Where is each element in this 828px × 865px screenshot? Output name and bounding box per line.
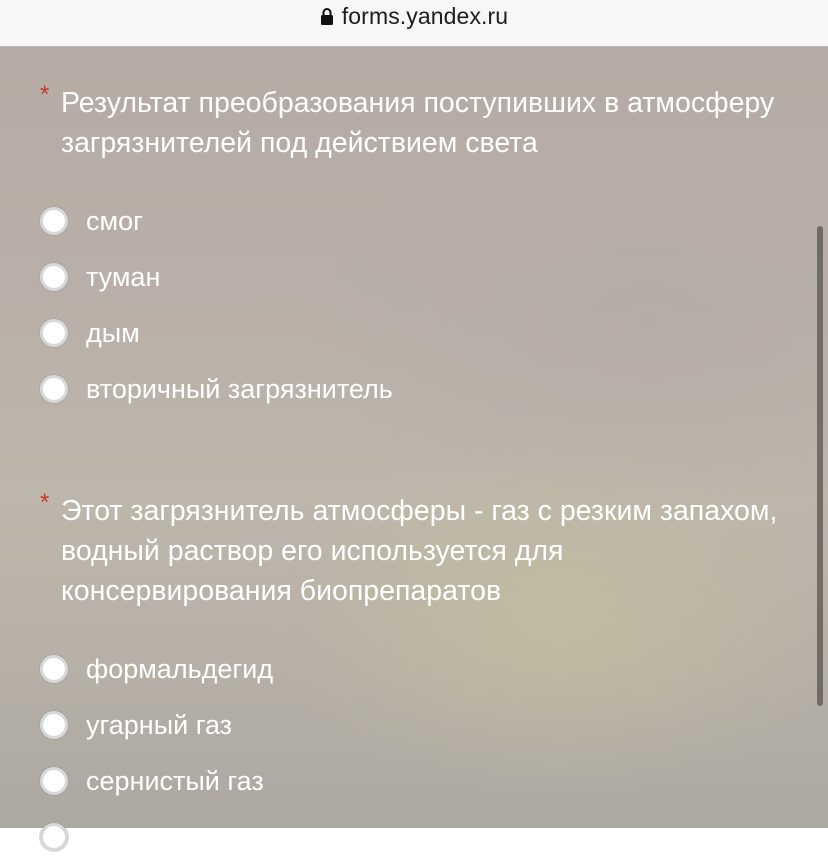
question-header bbox=[40, 83, 800, 163]
option-label[interactable]: угарный газ bbox=[86, 710, 233, 740]
option-label[interactable]: смог bbox=[86, 206, 143, 236]
question-title: Результат преобразования поступивших в атмосферу загрязнителей под действием света bbox=[61, 87, 775, 159]
radio-button[interactable] bbox=[40, 319, 68, 347]
required-mark: * bbox=[40, 489, 50, 516]
radio-button[interactable] bbox=[40, 823, 68, 851]
question-1 bbox=[40, 83, 800, 417]
option-label[interactable]: туман bbox=[86, 262, 161, 292]
radio-button[interactable] bbox=[40, 207, 68, 235]
option-list bbox=[40, 641, 800, 865]
lock-icon bbox=[320, 7, 334, 25]
option-hydrogen-sulfide[interactable] bbox=[40, 809, 800, 865]
option-smog[interactable] bbox=[40, 193, 800, 249]
question-2 bbox=[40, 491, 800, 865]
radio-button[interactable] bbox=[40, 263, 68, 291]
radio-button[interactable] bbox=[40, 655, 68, 683]
option-smoke[interactable] bbox=[40, 305, 800, 361]
option-list bbox=[40, 193, 800, 417]
radio-button[interactable] bbox=[40, 375, 68, 403]
option-fog[interactable] bbox=[40, 249, 800, 305]
option-label[interactable]: дым bbox=[86, 318, 140, 348]
url-text: forms.yandex.ru bbox=[341, 2, 509, 29]
option-label[interactable]: формальдегид bbox=[86, 654, 274, 684]
address-bar-content bbox=[320, 3, 508, 30]
scrollbar[interactable] bbox=[817, 226, 823, 706]
option-formaldehyde[interactable] bbox=[40, 641, 800, 697]
option-label[interactable]: сернистый газ bbox=[86, 766, 264, 796]
required-mark: * bbox=[40, 81, 50, 108]
address-bar[interactable] bbox=[0, 0, 828, 47]
option-secondary-pollutant[interactable] bbox=[40, 361, 800, 417]
option-label[interactable]: вторичный загрязнитель bbox=[86, 374, 393, 404]
question-header bbox=[40, 491, 800, 611]
radio-button[interactable] bbox=[40, 711, 68, 739]
option-label[interactable]: сероводород bbox=[86, 822, 249, 852]
option-carbon-monoxide[interactable] bbox=[40, 697, 800, 753]
radio-button[interactable] bbox=[40, 767, 68, 795]
question-title: Этот загрязнитель атмосферы - газ с резким запахом, водный раствор его используется для консервирования биопрепаратов bbox=[61, 495, 778, 607]
option-sulfur-dioxide[interactable] bbox=[40, 753, 800, 809]
